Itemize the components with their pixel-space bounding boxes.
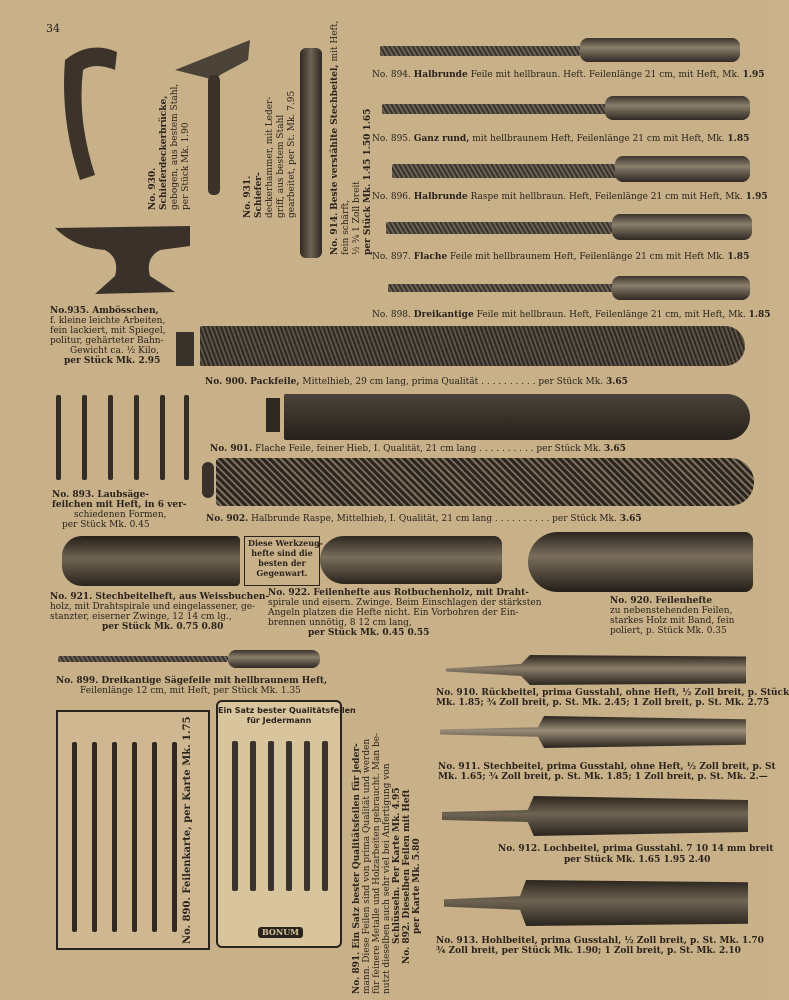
item-892-line-1: No. 892. Dieselben Feilen mit Heft (402, 789, 412, 964)
item-900-text: Mittelhieb, 29 cm lang, prima Qualität . . . . . . . . . . per Stück Mk. (302, 377, 604, 387)
item-891-line-1: No. 891. Ein Satz bester Qualitätsfeilen für jeder- (352, 743, 362, 994)
item-911-line-1: No. 911. Stechbeitel, prima Gusstahl, ohne Heft, ½ Zoll breit, p. St (438, 762, 776, 772)
file-896-handle (615, 156, 750, 182)
item-895-number: No. 895. (372, 134, 411, 144)
item-935-price: per Stück Mk. 2.95 (64, 356, 161, 366)
item-899-title: No. 899. Dreikantige Sägefeile mit hellbraunem Heft, (56, 676, 328, 686)
item-891-line-2: mann. Diese Feilen sind von prima Qualität und werden (362, 738, 372, 994)
item-930-number: No. 930. (148, 167, 158, 210)
item-896-name: Halbrunde (413, 192, 468, 202)
item-920-line-2: zu nebenstehenden Feilen, (610, 606, 733, 616)
item-910-line-2: Mk. 1.85; ¾ Zoll breit, p. St. Mk. 2.45; 1 Zoll breit, p. St. Mk. 2.75 (436, 698, 770, 708)
chisel-914-illustration (300, 48, 322, 258)
file-900-tang (176, 332, 194, 366)
item-898-text: Feile mit hellbraun. Heft, Feilenlänge 21 cm, mit Heft, Mk. (476, 310, 746, 320)
item-902-number: No. 902. (206, 514, 249, 524)
item-899-price: Feilenlänge 12 cm, mit Heft, per Stück Mk. 1.35 (80, 686, 301, 696)
item-935-line-2: f. kleine leichte Arbeiten, (50, 316, 166, 326)
page-number: 34 (46, 22, 60, 35)
item-935-line-3: fein lackiert, mit Spiegel, (50, 326, 166, 336)
item-914-title: Beste verstählte Stechbeitel, (330, 64, 340, 210)
item-894-number: No. 894. (372, 70, 411, 80)
file-898-handle (612, 276, 750, 300)
file-896-blade (392, 164, 618, 178)
file-894-handle (580, 38, 740, 62)
file-895-blade (382, 104, 607, 114)
item-922-price: per Stück Mk. 0.45 0.55 (308, 628, 430, 638)
handle-920-illustration (528, 532, 753, 592)
item-931-desc-2: griff, aus bestem Stahl (276, 114, 286, 218)
file-898-blade (388, 284, 614, 292)
item-898-number: No. 898. (372, 310, 411, 320)
item-892-line-2: per Karte Mk. 5.80 (412, 838, 422, 934)
item-920-line-3: starkes Holz mit Band, fein (610, 616, 735, 626)
note-line-1: Diese Werkzeug- (248, 538, 323, 548)
item-901-number: No. 901. (210, 444, 253, 454)
item-931-price: gearbeitet, per St. Mk. 7.95 (287, 90, 297, 218)
item-913-line-1: No. 913. Hohlbeitel, prima Gusstahl, ½ Zoll breit, p. St. Mk. 1.70 (436, 936, 764, 946)
item-895-text: mit hellbraunem Heft, Feilenlänge 21 cm mit Heft, Mk. (472, 134, 725, 144)
item-901-text: Flache Feile, feiner Hieb, I. Qualität, 21 cm lang . . . . . . . . . . per Stück Mk. (255, 444, 602, 454)
card-891-files-illustration (218, 726, 340, 916)
note-line-3: besten der (258, 558, 306, 568)
item-922-title: No. 922. Feilenhefte aus Rotbuchenholz, mit Draht- (268, 588, 530, 598)
note-line-4: Gegenwart. (256, 568, 308, 578)
item-890-text: No. 890. Feilenkarte, per Karte Mk. 1.75 (182, 716, 193, 944)
item-914-sizes: ½ ¾ 1 Zoll breit (352, 181, 362, 255)
chisel-910-illustration (446, 655, 746, 685)
item-922-line-3: Angeln platzen die Hefte nicht. Ein Vorbohren der Ein- (268, 608, 519, 618)
note-line-2: hefte sind die (251, 548, 313, 558)
item-895-name: Ganz rund, (413, 134, 470, 144)
item-896-number: No. 896. (372, 192, 411, 202)
handle-921-illustration (62, 536, 240, 586)
item-891-line-5: Schlüsseln. Per Karte Mk. 4.95 (392, 787, 402, 944)
item-914-desc: mit Heft, (330, 20, 340, 62)
item-914-prices: per Stück Mk. 1.45 1.50 1.65 (363, 108, 373, 255)
file-901-tang (266, 398, 280, 432)
item-893-title: No. 893. Laubsäge- (52, 490, 150, 500)
item-920-price: poliert, p. Stück Mk. 0.35 (610, 626, 727, 636)
item-930-desc: gebogen, aus bestem Stahl, (170, 83, 180, 210)
item-891-line-3: für feinere Metalle und Holzarbeiten gebraucht. Man be- (372, 732, 382, 994)
item-911-line-2: Mk. 1.65; ¾ Zoll breit, p. St. Mk. 1.85; 1 Zoll breit, p. St. Mk. 2.— (438, 772, 768, 782)
item-897-name: Flache (413, 252, 448, 262)
card-891-header-1: Ein Satz bester Qualitätsfeilen (218, 706, 356, 715)
item-930-price: per Stück Mk. 1.90 (181, 122, 191, 210)
item-900-name: Packfeile, (250, 377, 300, 387)
item-920-title: No. 920. Feilenhefte (610, 596, 713, 606)
item-912-line-1: No. 912. Lochbeitel, prima Gusstahl. 7 10 14 mm breit (498, 844, 774, 854)
chisel-912-illustration (442, 796, 748, 836)
file-card-891 (216, 700, 356, 948)
riffler-files-illustration (50, 390, 200, 485)
rasp-902-blade (216, 458, 754, 506)
note-box (244, 536, 323, 586)
item-921-price: per Stück Mk. 0.75 0.80 (102, 622, 224, 632)
item-895-price: 1.85 (727, 134, 750, 144)
file-897-blade (386, 222, 612, 234)
item-914-desc-2: fein schärft, (341, 199, 351, 255)
file-894-blade (380, 46, 580, 56)
item-894-name: Halbrunde (413, 70, 468, 80)
item-894-text: Feile mit hellbraun. Heft. Feilenlänge 21 cm, mit Heft, Mk. (470, 70, 740, 80)
item-898-name: Dreikantige (413, 310, 474, 320)
item-922-line-4: brennen unnötig, 8 12 cm lang, (268, 618, 412, 628)
rasp-902-tang (202, 462, 214, 498)
item-930-title: Schieferdeckerbrücke, (159, 95, 169, 210)
file-901-blade (284, 394, 750, 440)
item-931-title: Schiefer- (254, 172, 264, 218)
anvil-illustration (50, 218, 200, 303)
file-895-handle (605, 96, 750, 120)
item-893-price: per Stück Mk. 0.45 (62, 520, 150, 530)
item-913-line-2: ¾ Zoll breit, per Stück Mk. 1.90; 1 Zoll breit, p. St. Mk. 2.10 (436, 946, 741, 956)
item-921-line-3: stanzter, eiserner Zwinge, 12 14 cm lg., (50, 612, 232, 622)
chisel-913-illustration (444, 880, 748, 926)
file-900-blade (200, 326, 745, 366)
file-899-handle (228, 650, 320, 668)
item-935-title: No.935. Ambösschen, (50, 306, 159, 316)
item-897-number: No. 897. (372, 252, 411, 262)
item-893-line-2: feilchen mit Heft, in 6 ver- (52, 500, 187, 510)
item-900-price: 3.65 (605, 377, 628, 387)
item-897-price: 1.85 (727, 252, 750, 262)
item-898-price: 1.85 (748, 310, 771, 320)
item-902-text: Halbrunde Raspe, Mittelhieb, I. Qualität, 21 cm lang . . . . . . . . . . per Stück Mk. (251, 514, 617, 524)
slater-bridge-illustration (55, 40, 125, 190)
file-899-blade (58, 656, 228, 662)
item-896-text: Raspe mit hellbraun. Heft, Feilenlänge 21 cm mit Heft, Mk. (470, 192, 743, 202)
item-902-price: 3.65 (619, 514, 642, 524)
item-910-line-1: No. 910. Rückbeitel, prima Gusstahl, ohne Heft, ½ Zoll breit, p. Stück (436, 688, 789, 698)
item-896-price: 1.95 (745, 192, 768, 202)
item-914-number: No. 914. (330, 212, 340, 255)
handle-922-illustration (320, 536, 502, 584)
chisel-911-illustration (440, 716, 746, 748)
item-893-line-3: schiedenen Formen, (74, 510, 167, 520)
item-891-line-4: nutzt dieselben auch sehr viel bei Anfertigung von (382, 763, 392, 994)
item-897-text: Feile mit hellbraunem Heft, Feilenlänge 21 cm mit Heft Mk. (450, 252, 725, 262)
item-901-price: 3.65 (604, 444, 626, 454)
item-931-number: No. 931. (243, 175, 253, 218)
item-921-title: No. 921. Stechbeitelheft, aus Weissbuchen- (50, 592, 270, 602)
item-900-number: No. 900. (205, 377, 248, 387)
item-922-line-2: spirale und eisern. Zwinge. Beim Einschlagen der stärksten (268, 598, 542, 608)
item-912-line-2: per Stück Mk. 1.65 1.95 2.40 (564, 855, 711, 865)
item-931-desc-1: deckerhammer, mit Leder- (265, 96, 275, 218)
item-935-line-5: Gewicht ca. ½ Kilo, (70, 346, 159, 356)
card-891-brand: BONUM (258, 927, 303, 938)
item-894-price: 1.95 (742, 70, 765, 80)
file-897-handle (612, 214, 752, 240)
item-935-line-4: politur, gehärteter Bahn- (50, 336, 164, 346)
card-891-header-2: für Jedermann (246, 716, 312, 725)
item-921-line-2: holz, mit Drahtspirale und eingelassener, ge- (50, 602, 256, 612)
